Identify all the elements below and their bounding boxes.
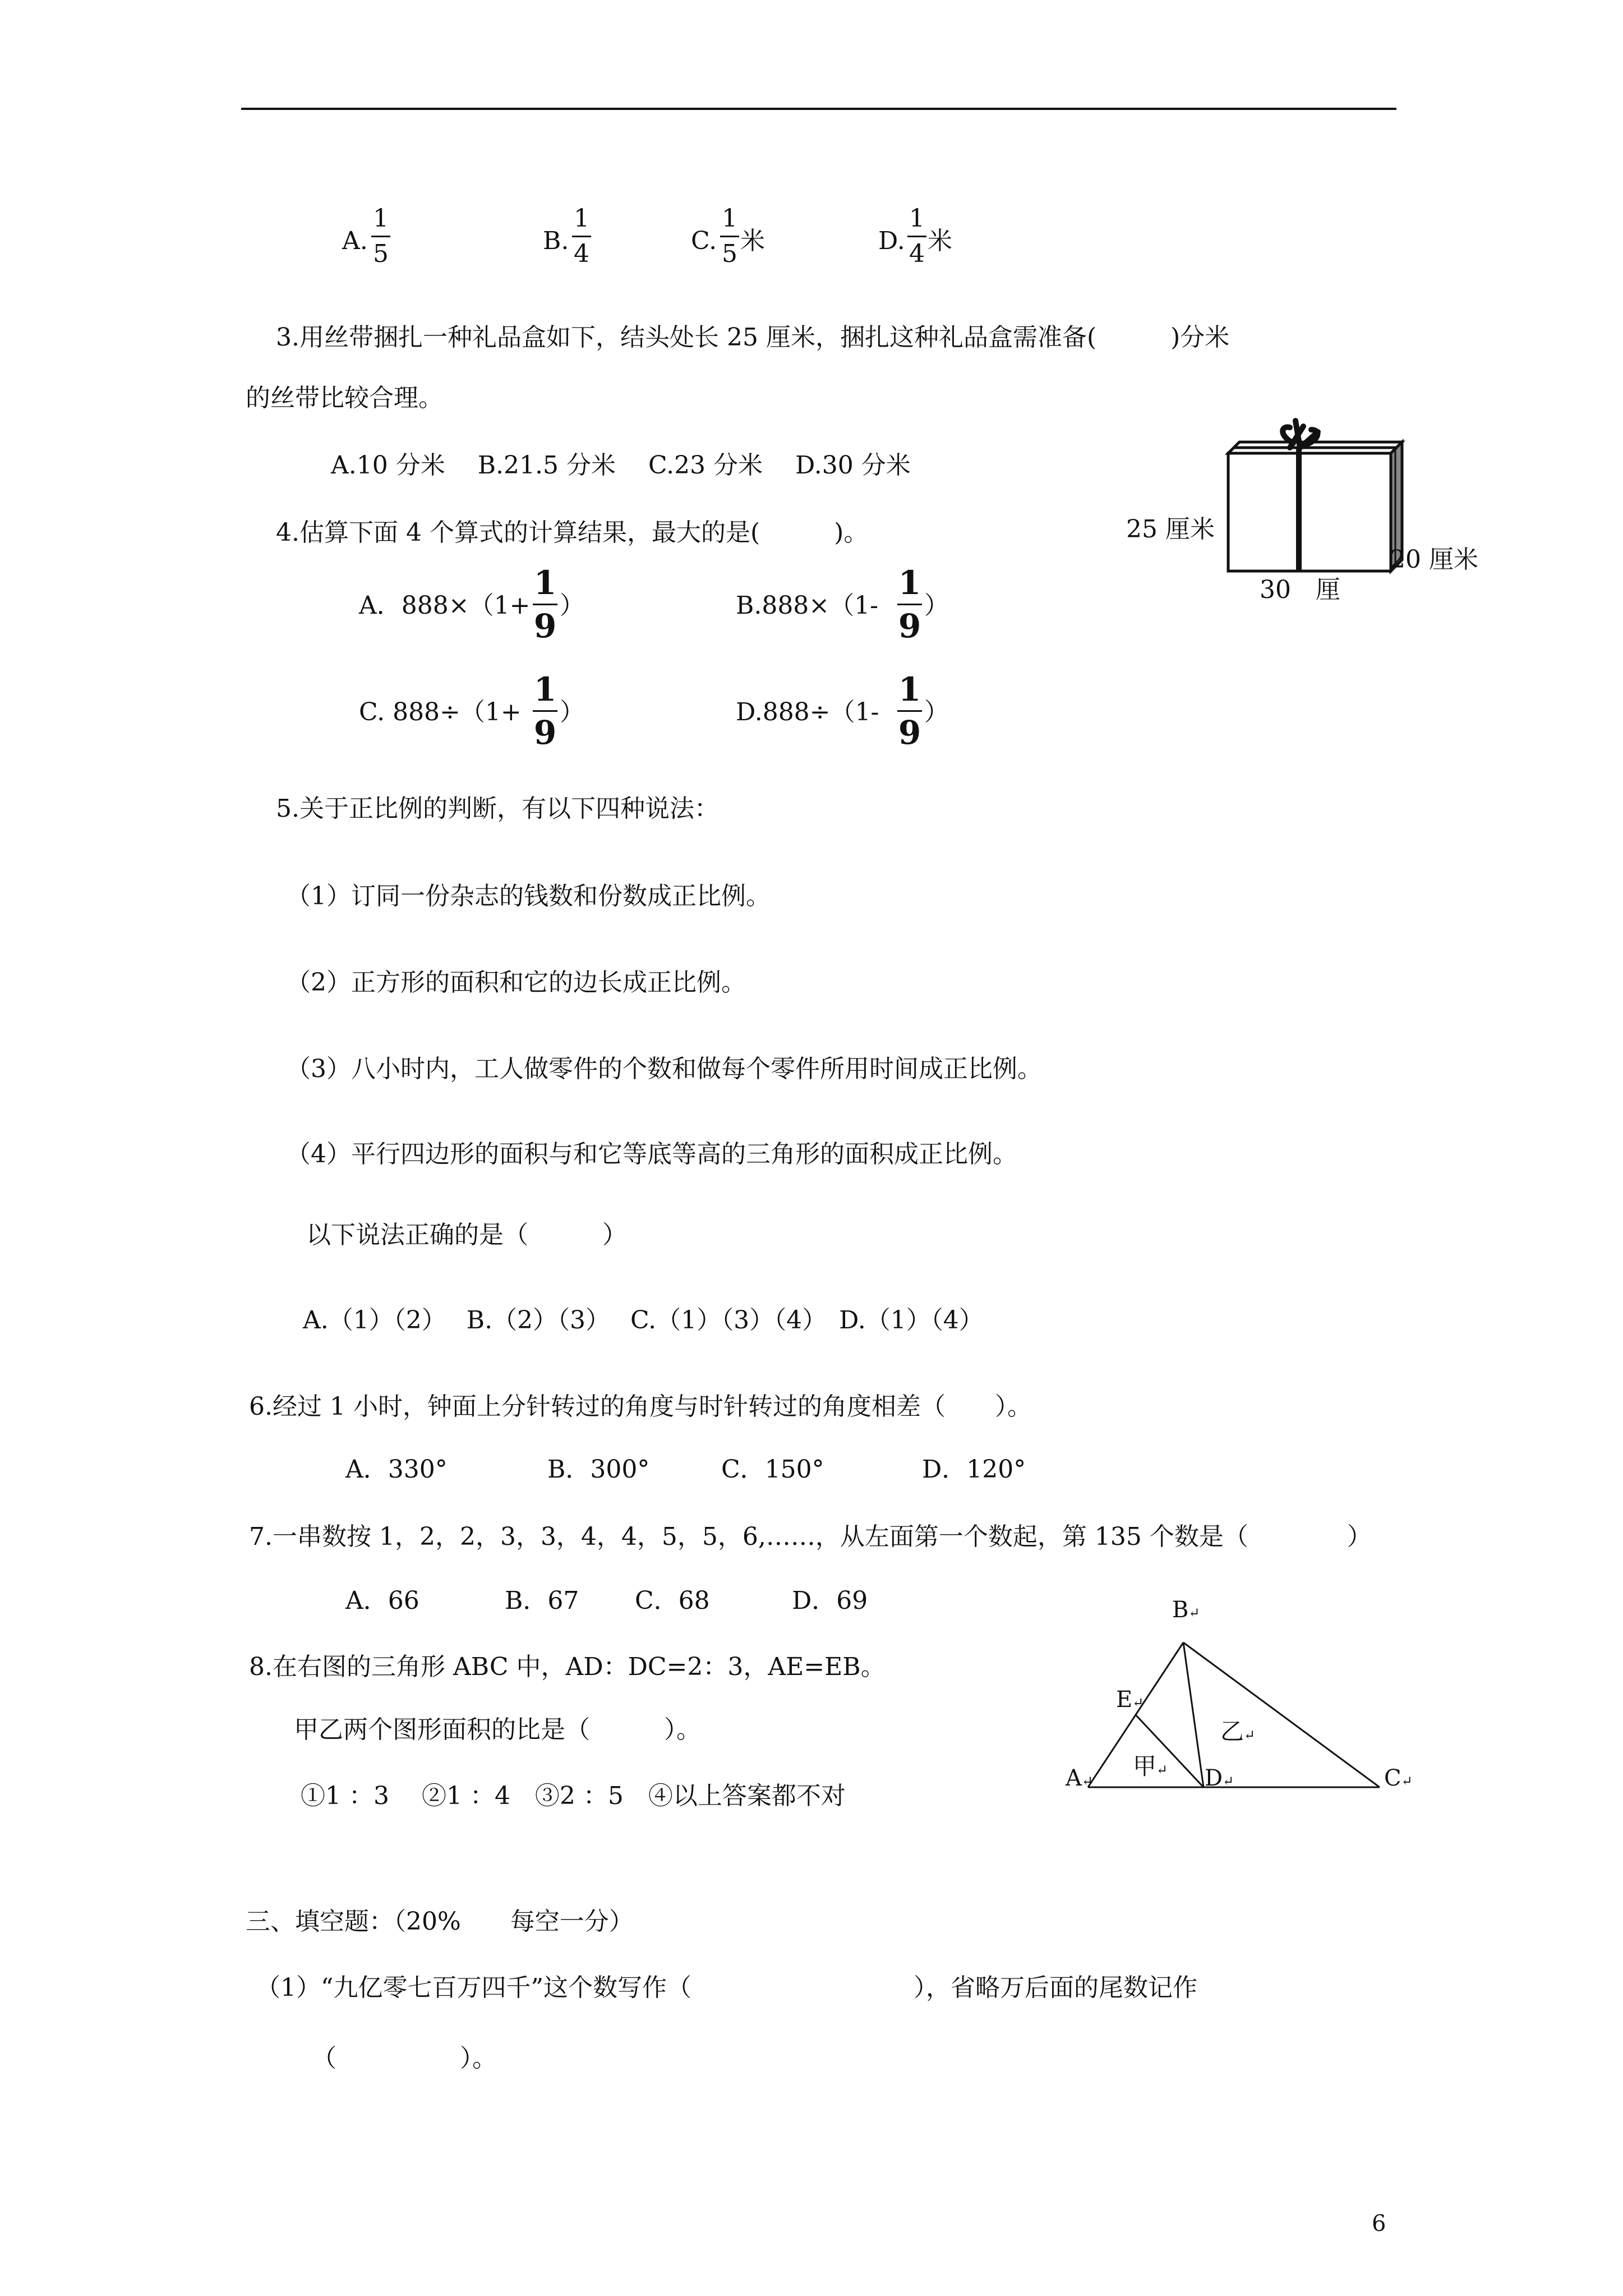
q4-option-b-suffix: ）	[924, 591, 949, 620]
box-depth-label: 20 厘米	[1390, 545, 1478, 574]
q4-option-c-fraction: 1 9	[533, 670, 557, 752]
vertex-e-label: E↵	[1116, 1687, 1144, 1713]
q6-option-d: D．120°	[922, 1455, 1026, 1484]
q2-option-c-unit: 米	[740, 227, 765, 255]
page-number: 6	[1372, 2211, 1386, 2237]
q2-option-b-fraction: 1 4	[572, 206, 591, 266]
q6-option-c: C．150°	[721, 1455, 824, 1484]
q6-option-b: B．300°	[547, 1455, 650, 1484]
q2-option-a-label: A.	[342, 227, 368, 255]
vertex-c-label: C↵	[1384, 1765, 1413, 1791]
q2-option-b-label: B.	[543, 227, 569, 255]
q3-stem-line1: 3.用丝带捆扎一种礼品盒如下，结头处长 25 厘米，捆扎这种礼品盒需准备( )分米	[276, 323, 1230, 352]
section3-title: 三、填空题：（20% 每空一分）	[246, 1907, 634, 1936]
q5-stem: 5.关于正比例的判断，有以下四种说法：	[276, 794, 719, 823]
q4-stem: 4.估算下面 4 个算式的计算结果，最大的是( )。	[276, 518, 869, 547]
q7-option-a: A．66	[345, 1586, 419, 1615]
q5-options: A.（1）（2） B.（2）（3） C.（1）（3）（4） D.（1）（4）	[303, 1306, 984, 1335]
vertex-d-label: D↵	[1205, 1765, 1234, 1791]
q5-statement-4: （4）平行四边形的面积与和它等底等高的三角形的面积成正比例。	[286, 1140, 1017, 1168]
box-height-label: 25 厘米	[1126, 515, 1215, 544]
q7-stem: 7.一串数按 1，2，2，3，3，4，4，5，5，6,……，从左面第一个数起，第 135 个数是（ ）	[249, 1522, 1372, 1551]
triangle-figure	[1054, 1582, 1436, 1806]
q8-stem: 8.在右图的三角形 ABC 中，AD：DC=2：3，AE=EB。	[249, 1653, 886, 1681]
q4-option-c: C. 888÷（1+	[359, 698, 522, 726]
section3-item1-line2: （ ）。	[312, 2044, 497, 2073]
q2-option-d-unit: 米	[928, 227, 952, 255]
q8-ask: 甲乙两个图形面积的比是（ ）。	[294, 1715, 701, 1744]
q5-statement-1: （1）订同一份杂志的钱数和份数成正比例。	[286, 882, 771, 910]
q7-option-d: D．69	[792, 1586, 868, 1615]
q2-option-d-fraction: 1 4	[907, 206, 926, 266]
region-jia-label: 甲↵	[1133, 1752, 1168, 1780]
q4-option-a-fraction: 1 9	[533, 564, 557, 645]
q2-option-a-fraction: 1 5	[371, 206, 390, 266]
header-rule	[241, 108, 1396, 110]
q4-option-d-suffix: ）	[924, 698, 949, 726]
q4-option-a-suffix: ）	[560, 591, 584, 620]
q7-option-b: B．67	[505, 1586, 579, 1615]
q5-statement-3: （3）八小时内，工人做零件的个数和做每个零件所用时间成正比例。	[286, 1055, 1042, 1083]
q5-statement-2: （2）正方形的面积和它的边长成正比例。	[286, 968, 746, 997]
q8-options: ①1 ：3 ②1 ：4 ③2 ：5 ④以上答案都不对	[301, 1782, 846, 1810]
q4-option-b-fraction: 1 9	[898, 564, 921, 645]
region-yi-label: 乙↵	[1220, 1718, 1256, 1745]
vertex-a-label: A↵	[1066, 1765, 1093, 1791]
q2-option-d-label: D.	[878, 227, 905, 255]
q4-option-c-suffix: ）	[560, 698, 584, 726]
q3-stem-line2: 的丝带比较合理。	[246, 384, 443, 412]
q2-option-c-fraction: 1 5	[720, 206, 739, 266]
q4-option-a: A．888×（1+	[359, 591, 531, 620]
q4-option-d-fraction: 1 9	[898, 670, 921, 752]
q4-option-b: B.888×（1-	[736, 591, 879, 620]
section3-item1-line1: （1）“九亿零七百万四千”这个数写作（ ），省略万后面的尾数记作	[256, 1973, 1197, 2002]
q4-option-d: D.888÷（1-	[736, 698, 879, 726]
q7-option-c: C．68	[635, 1586, 710, 1615]
q2-option-c-label: C.	[691, 227, 717, 255]
segment-bd	[1183, 1642, 1204, 1787]
box-width-label: 30 厘	[1260, 576, 1340, 604]
box-front-face	[1228, 453, 1391, 571]
q3-options: A.10 分米 B.21.5 分米 C.23 分米 D.30 分米	[331, 451, 911, 480]
q6-stem: 6.经过 1 小时，钟面上分针转过的角度与时针转过的角度相差（ ）。	[249, 1392, 1032, 1421]
vertex-b-label: B↵	[1172, 1597, 1200, 1623]
q5-ask: 以下说法正确的是（ ）	[306, 1221, 627, 1249]
q6-option-a: A．330°	[345, 1455, 448, 1484]
